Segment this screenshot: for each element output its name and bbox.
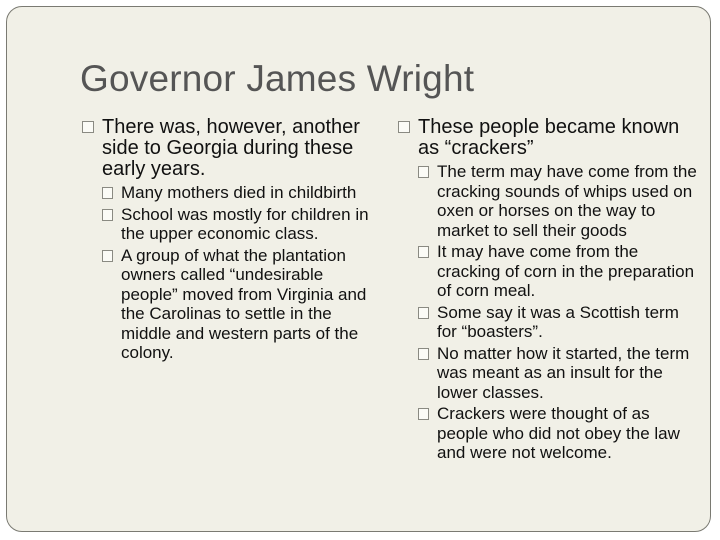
bullet-text: A group of what the plantation owners called “undesirable people” moved from Virginia and the Carolinas to settle in the middle and western parts of the colony. — [121, 245, 367, 362]
bullet-box-icon — [398, 121, 410, 133]
bullet-box-icon — [102, 209, 113, 221]
bullet-level1 — [398, 117, 698, 159]
bullet-level2 — [82, 183, 372, 203]
bullet-level1 — [82, 117, 372, 180]
bullet-level2 — [398, 303, 698, 342]
bullet-text: It may have come from the cracking of corn in the preparation of corn meal. — [437, 242, 695, 300]
slide-title: Governor James Wright — [80, 58, 475, 99]
bullet-level2 — [398, 162, 698, 240]
bullet-level2 — [82, 246, 372, 363]
bullet-box-icon — [418, 246, 429, 258]
bullet-box-icon — [418, 408, 429, 420]
bullet-box-icon — [102, 250, 113, 262]
bullet-level2 — [398, 242, 698, 301]
bullet-level2 — [398, 404, 698, 463]
bullet-text: Many mothers died in childbirth — [121, 183, 357, 202]
bullet-text: Some say it was a Scottish term for “boasters”. — [437, 302, 679, 341]
bullet-text: These people became known as “crackers” — [418, 116, 680, 159]
bullet-box-icon — [418, 307, 429, 319]
bullet-text: No matter how it started, the term was meant as an insult for the lower classes. — [437, 343, 690, 402]
bullet-box-icon — [418, 348, 429, 360]
bullet-level2 — [82, 205, 372, 244]
right-column — [398, 117, 698, 465]
bullet-text: There was, however, another side to Georgia during these early years. — [102, 116, 360, 180]
bullet-box-icon — [418, 166, 429, 178]
bullet-text: Crackers were thought of as people who did not obey the law and were not welcome. — [437, 404, 680, 462]
bullet-level2 — [398, 344, 698, 403]
bullet-text: School was mostly for children in the upper economic class. — [121, 204, 369, 243]
bullet-text: The term may have come from the cracking sounds of whips used on oxen or horses on the way to market to sell their goods — [437, 162, 697, 240]
left-column — [82, 117, 372, 365]
bullet-box-icon — [82, 121, 94, 133]
bullet-box-icon — [102, 187, 113, 199]
